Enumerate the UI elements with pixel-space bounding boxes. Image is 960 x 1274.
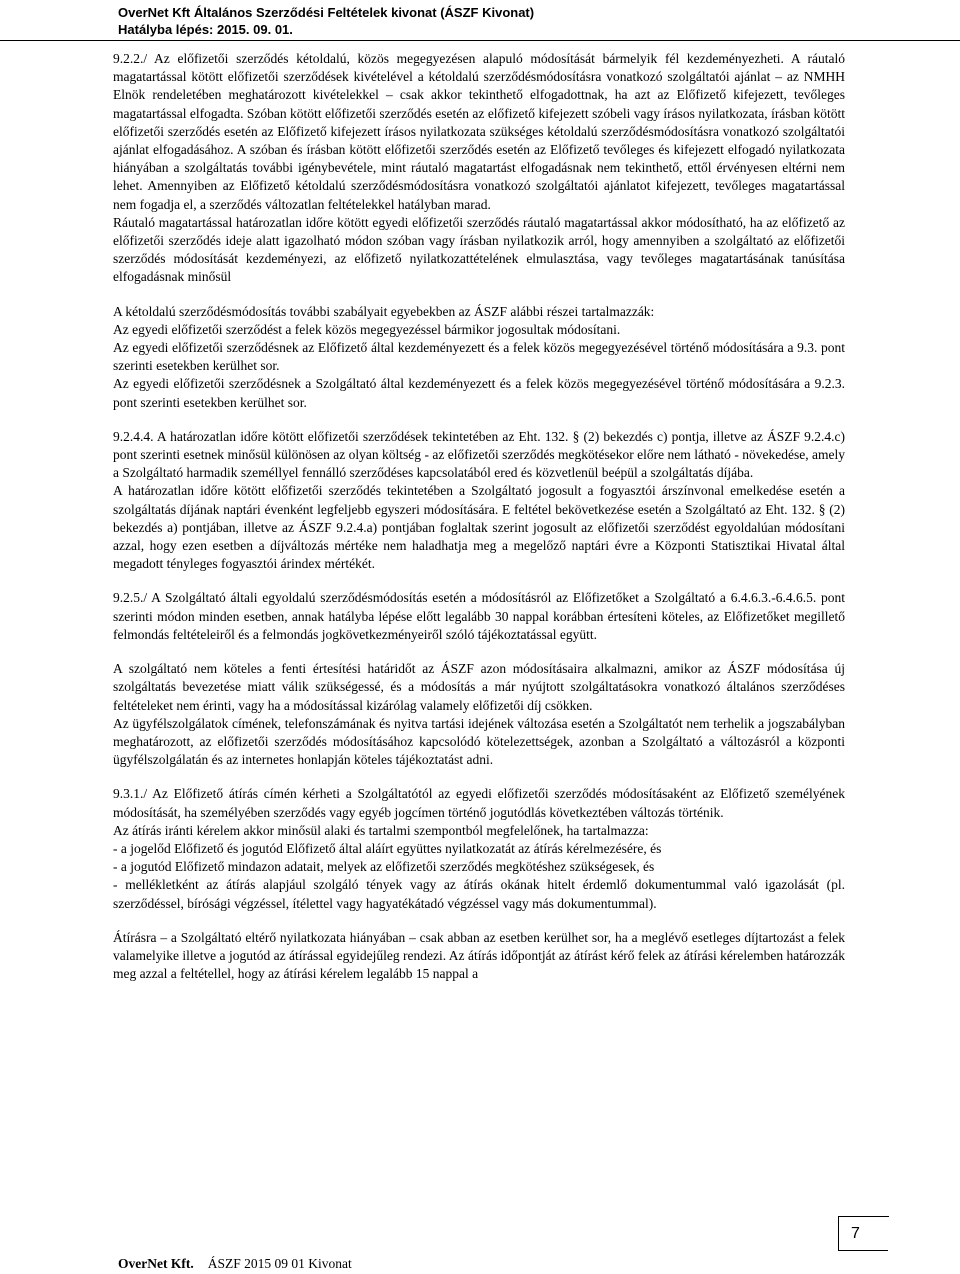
list-item: - a jogutód Előfizető mindazon adatait, melyek az előfizetői szerződés megkötéshez szükségesek, és [113, 859, 655, 875]
paragraph-9-3-1: 9.3.1./ Az Előfizető átírás címén kérheti a Szolgáltatótól az egyedi előfizetői szerződés módosításaként az Előfizető személyének módosítását, ha személyében szerződés vagy egyéb jogcímen történő jogutódlás következtében változás történik. [113, 786, 845, 820]
page-header [0, 0, 960, 41]
footer-doc: ÁSZF 2015 09 01 Kivonat [207, 1256, 352, 1271]
paragraph-9-2-2: 9.2.2./ Az előfizetői szerződés kétoldalú, közös megegyezésen alapuló módosítását bármelyik fél kezdeményezheti. A ráutaló magatartással kötött előfizetői szerződések kivételével a kétoldalú szerződésmódosításra vonatkozó szolgáltatói ajánlat – az NMHH Elnök rendeletében meghatározott kivételekkel – csak akkor tekinthető elfogadottnak, ha azt az Előfizető kifejezett, tevőleges magatartással elfogadta. Szóban kötött előfizetői szerződés esetén az előfizető kifejezett szóbeli vagy írásos nyilatkozata, írásban kötött előfizetői szerződés esetén az Előfizető kifejezett írásos nyilatkozata szükséges kétoldalú szerződésmódosításra vonatkozó szolgáltatói ajánlat elfogadásához. A szóban és írásban kötött előfizetői szerződés esetén az Előfizető tevőleges és kifejezett elfogadó nyilatkozata hiányában a szolgáltatás további igénybevétele, mint ráutaló magatartást elfogadásnak nem tekinthető, ettől érvényesen eltérni nem lehet. Amennyiben az Előfizető kétoldalú szerződésmódosításra vonatkozó szolgáltatói ajánlatot kifejezett, tevőleges magatartással nem fogadja el, a szerződés változatlan feltételekkel hatályban marad. [113, 51, 845, 212]
paragraph-9-2-5: 9.2.5./ A Szolgáltató általi egyoldalú szerződésmódosítás esetén a módosításról az Előfizetőket a Szolgáltató a 6.4.6.3.-6.4.6.5. pont szerinti módon minden esetben, annak hatályba lépése előtt legalább 30 nappal korábban értesíteni köteles, az Előfizetőket megillető felmondás feltételeiről és a felmondás jogkövetkezményeiről szóló tájékoztatással együtt. [113, 590, 845, 642]
paragraph-provider-initiated: Az egyedi előfizetői szerződésnek a Szolgáltató által kezdeményezett és a felek közös megegyezésével történő módosítására a 9.2.3. pont szerinti esetekben kerülhet sor. [113, 376, 845, 410]
list-item: - a jogelőd Előfizető és jogutód Előfizető által aláírt együttes nyilatkozatát az átírás kérelmezésére, és [113, 840, 662, 856]
paragraph-implied-conduct: Ráutaló magatartással határozatlan időre kötött egyedi előfizetői szerződés ráutaló magatartással akkor módosítható, ha az előfizető az előfizetői szerződés ideje alatt igazolható módon szóban vagy írásban nyilatkozik arról, hogy amennyiben a szolgáltató az előfizetői szerződés módosítását kezdeményezi, az előfizető nyilatkozattételének elmulasztása, vagy tevőleges magatartásának tanúsítása elfogadásnak minősül [113, 214, 845, 285]
paragraph-subscriber-initiated: Az egyedi előfizetői szerződésnek az Előfizető által kezdeményezett és a felek közös megegyezésével történő módosítására a 9.3. pont szerinti esetekben kerülhet sor. [113, 340, 845, 374]
paragraph-notice-exception: A szolgáltató nem köteles a fenti értesítési határidőt az ÁSZF azon módosításaira alkalmazni, amikor az ÁSZF módosítása új szolgáltatás bevezetése miatt válik szükségessé, és a módosítás a már nyújtott szolgáltatásokra vonatkozó általános szerződéses feltételeket nem érinti, vagy ha a módosítással kizárólag valamely előfizetői díj csökken. [113, 661, 845, 713]
paragraph-9-2-4-4: 9.2.4.4. A határozatlan időre kötött előfizetői szerződések tekintetében az Eht. 132. § (2) bekezdés c) pontja, illetve az ÁSZF 9.2.4.c) pont szerinti esetnek minősül különösen az olyan költség - az előfizetői szerződés megkötésekor előre nem látható - növekedése, amely a Szolgáltató harmadik személlyel fennálló szerződéses kapcsolatából ered és közvetlenül beépül a szolgáltatás díjába. [113, 428, 845, 481]
list-item: - mellékletként az átírás alapjául szolgáló tények vagy az átírás okának hitelt érdemlő dokumentummal való igazolását (pl. szerződéssel, bírósági végzéssel, ítélettel vagy hagyatékátadó végzéssel vagy más dokumentummal). [113, 877, 845, 911]
paragraph-price-index: A határozatlan időre kötött előfizetői szerződés tekintetében a Szolgáltató jogosult a fogyasztói árszínvonal emelkedése esetén a szolgáltatás díjának naptári évenként legfeljebb egyszeri módosítására. E feltétel bekövetkezése esetén a Szolgáltató az Eht. 132. § (2) bekezdés a) pontjában, illetve az ÁSZF 9.2.4.a) pontjában foglaltak szerint jogosult az előfizetői szerződést egyoldalúan módosítani azzal, hogy ezen esetben a díjváltozás mértéke nem haladhatja meg a megelőző naptári évre a Központi Statisztikai Hivatal által megadott tényleges fogyasztói árindex mértékét. [113, 483, 845, 572]
header-effective-date: Hatályba lépés: 2015. 09. 01. [118, 22, 293, 37]
header-title: OverNet Kft Általános Szerződési Feltételek kivonat (ÁSZF Kivonat) [118, 5, 535, 20]
document-body [113, 50, 845, 983]
page-number-box [838, 1216, 889, 1251]
paragraph-customer-service-change: Az ügyfélszolgálatok címének, telefonszámának és nyitva tartási idejének változása esetén a Szolgáltatót nem terhelik a jogszabályban meghatározott, az előfizetői szerződés módosításához kapcsolódó kötelezettségek, azonban a Szolgáltató a változásról a központi ügyfélszolgálatán és az internetes honlapján köteles tájékoztatást adni. [113, 715, 845, 768]
paragraph-transfer-request: Az átírás iránti kérelem akkor minősül alaki és tartalmi szempontból megfelelőnek, ha tartalmazza: [113, 822, 649, 838]
paragraph-mutual-agreement: Az egyedi előfizetői szerződést a felek közös megegyezéssel bármikor jogosultak módosítani. [113, 321, 621, 337]
paragraph-transfer-debt: Átírásra – a Szolgáltató eltérő nyilatkozata hiányában – csak abban az esetben kerülhet sor, ha a meglévő esetleges díjtartozást a felek valamelyike illetve a jogutód az átírással egyidejűleg rendezi. Az átírás időpontját az átírást kérő felek az átírási kérelemben határozzák meg azzal a feltétellel, hogy az átírási kérelem legalább 15 nappal a [113, 929, 845, 982]
page-footer [118, 1256, 352, 1272]
paragraph-rules-intro: A kétoldalú szerződésmódosítás további szabályait egyebekben az ÁSZF alábbi részei tartalmazzák: [113, 303, 655, 319]
footer-company: OverNet Kft. [118, 1256, 194, 1271]
footer-divider [838, 1250, 888, 1251]
page-number: 7 [851, 1225, 860, 1242]
